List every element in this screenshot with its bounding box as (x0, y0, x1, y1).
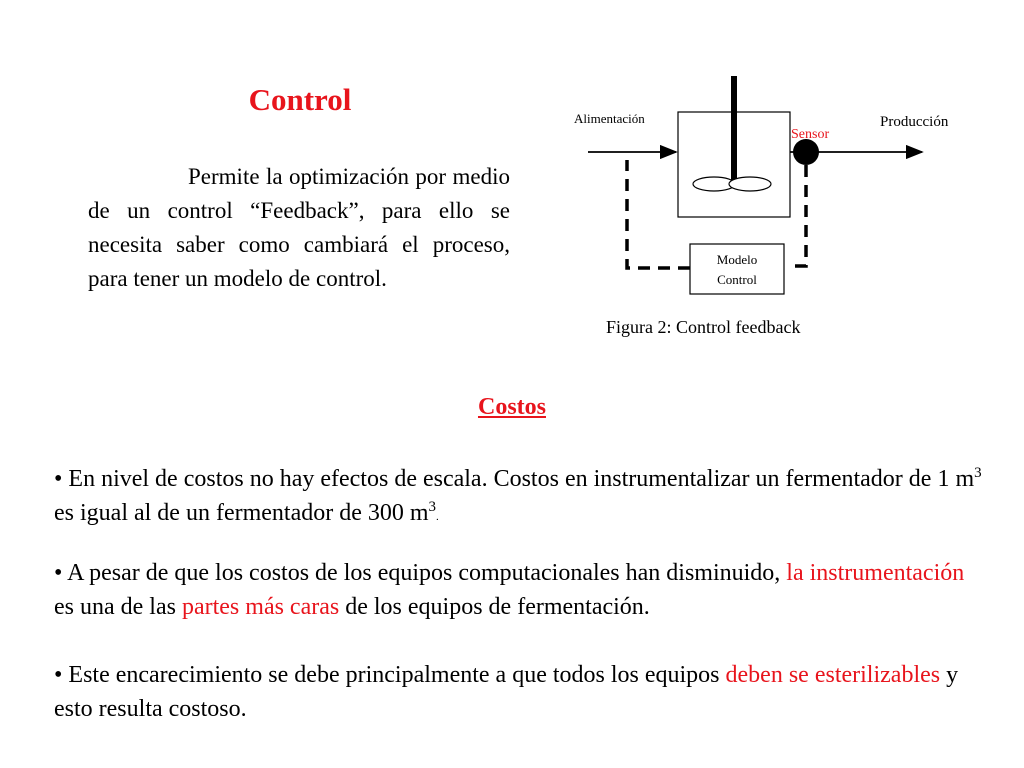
bullet2-highlight-b: partes más caras (181, 594, 340, 620)
bullet-instrumentation-cost (54, 556, 984, 624)
costos-heading: Costos (477, 394, 546, 420)
bullet1-text-c: . (436, 511, 439, 523)
bullet2-highlight-a: la instrumentación (786, 560, 965, 586)
bullet1-sup-a: 3 (974, 465, 982, 481)
bullet1-text-a: • En nivel de costos no hay efectos de escala. Costos en instrumentalizar un fermentador de 1 m (54, 466, 975, 492)
model-label-line1: Modelo (716, 252, 758, 267)
bullet1-text-b: es igual al de un fermentador de 300 m (54, 500, 429, 526)
bullet1-sup-b: 3 (428, 499, 437, 515)
bullet-sterilization-cost (54, 658, 984, 726)
bullet-scale-effects (54, 462, 984, 534)
bullet3-text-b: y esto resulta costoso. (54, 662, 959, 722)
bullet3-highlight: deben se esterilizables (725, 662, 941, 688)
inlet-label: Alimentación (574, 111, 645, 126)
model-label-line2: Control (717, 272, 757, 287)
feedback-control-diagram (560, 70, 980, 350)
bullet2-text-c: de los equipos de fermentación. (339, 594, 650, 620)
bullet2-text-a: • A pesar de que los costos de los equipos computacionales han disminuido, (54, 560, 787, 586)
intro-paragraph: Permite la optimización por medio de un control “Feedback”, para ello se necesita saber como cambiará el proceso, para tener un modelo de control. (88, 164, 510, 291)
figure-caption: Figura 2: Control feedback (606, 317, 801, 337)
slide-title: Control (248, 82, 352, 117)
bullet3-text-a: • Este encarecimiento se debe principalmente a que todos los equipos (54, 662, 726, 688)
bullet2-text-b: es una de las (54, 594, 182, 620)
outlet-label: Producción (880, 114, 949, 130)
sensor-label: Sensor (791, 127, 830, 142)
impeller-blade-right (729, 177, 771, 191)
feedback-loop-right (790, 165, 806, 266)
sensor-icon (793, 139, 819, 165)
